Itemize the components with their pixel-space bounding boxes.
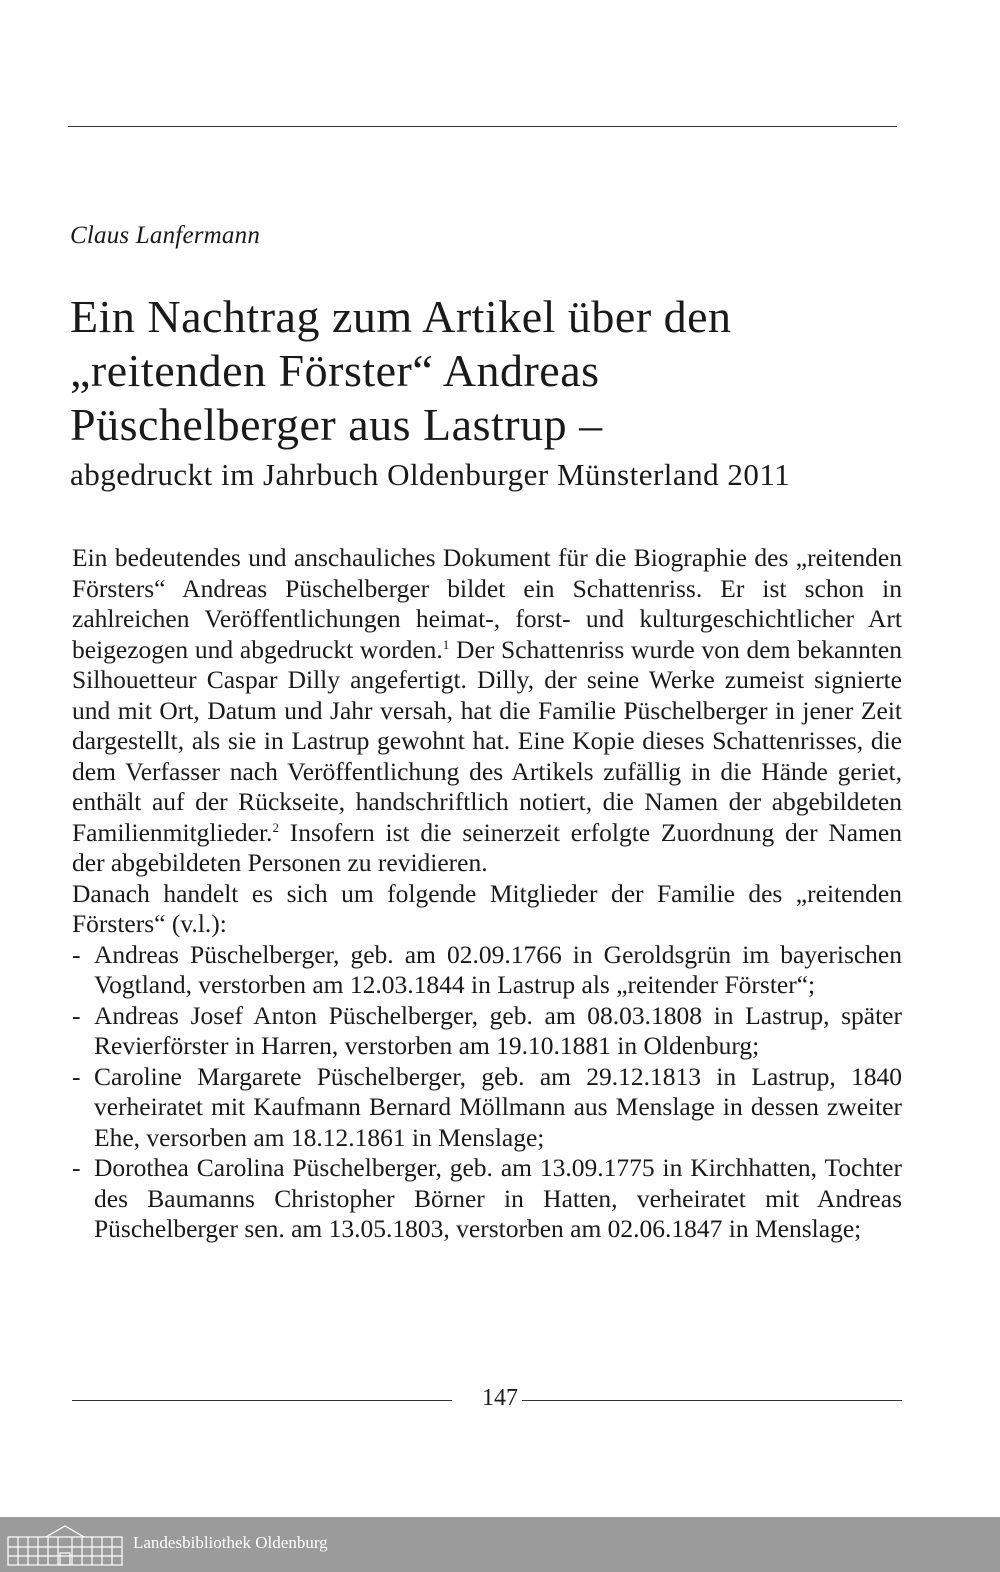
- paragraph-intro-part-1: Ein bedeutendes und anschauliches Dokument für die Biographie des „reitenden Försters“ Andreas Püschelberger bildet ein Schattenriss. Er ist schon in zahlreichen Veröffentlichungen heimat-, forst- und kulturgeschichtlicher Art beigezogen und abgedruckt worden.: [72, 543, 902, 664]
- title-line-1: Ein Nachtrag zum Artikel über den: [70, 291, 732, 342]
- library-name: Landesbibliothek Oldenburg: [133, 1533, 328, 1552]
- page-number-rule-right: [522, 1400, 902, 1401]
- list-item: - Andreas Josef Anton Püschelberger, geb. am 08.03.1808 in Lastrup, später Revierförster in Harren, verstorben am 19.10.1881 in Oldenburg;: [72, 1001, 902, 1062]
- library-footer-bar: [0, 1517, 1000, 1572]
- paragraph-intro: [72, 543, 902, 879]
- title-line-2: „reitenden Förster“ Andreas: [70, 345, 600, 396]
- library-building-icon: [6, 1523, 124, 1567]
- title-line-3: Püschelberger aus Lastrup –: [70, 399, 603, 450]
- list-item: - Caroline Margarete Püschelberger, geb. am 29.12.1813 in Lastrup, 1840 verheiratet mit Kaufmann Bernard Möllmann aus Menslage in dessen zweiter Ehe, versorben am 18.12.1861 in Menslage;: [72, 1062, 902, 1154]
- footnote-ref-2: 2: [272, 819, 279, 835]
- paragraph-intro-part-2: Der Schattenriss wurde von dem bekannten Silhouetteur Caspar Dilly angefertigt. Dilly, der seine Werke zumeist signierte und mit Ort, Datum und Jahr versah, hat die Familie Püschelberger in jener Zeit dargestellt, als sie in Lastrup gewohnt hat. Eine Kopie dieses Schattenrisses, die dem Verfasser nach Veröffentlichung des Artikels zufällig in die Hände geriet, enthält auf der Rückseite, handschriftlich notiert, die Namen der abgebildeten Familienmitglieder.: [72, 634, 902, 847]
- article-subtitle: abgedruckt im Jahrbuch Oldenburger Münsterland 2011: [70, 457, 791, 492]
- paragraph-members-intro: Danach handelt es sich um folgende Mitglieder der Familie des „reitenden Försters“ (v.l.):: [72, 878, 902, 938]
- page-number: 147: [482, 1385, 518, 1411]
- author-name: Claus Lanfermann: [70, 222, 261, 249]
- top-rule: [68, 126, 897, 127]
- footnote-ref-1: 1: [442, 636, 450, 652]
- list-item: - Andreas Püschelberger, geb. am 02.09.1766 in Geroldsgrün im bayerischen Vogtland, verstorben am 12.03.1844 in Lastrup als „reitender Förster“;: [72, 940, 902, 1001]
- list-item: - Dorothea Carolina Püschelberger, geb. am 13.09.1775 in Kirchhatten, Tochter des Baumanns Christopher Börner in Hatten, verheiratet mit Andreas Püschelberger sen. am 13.05.1803, verstorben am 02.06.1847 in Menslage;: [72, 1153, 902, 1245]
- article-title: [70, 290, 930, 452]
- paragraph-intro-part-3: Insofern ist die seinerzeit erfolgte Zuordnung der Namen der abgebildeten Personen zu revidieren.: [72, 817, 902, 877]
- family-members-list: [72, 940, 902, 1245]
- article-body: [72, 543, 902, 1245]
